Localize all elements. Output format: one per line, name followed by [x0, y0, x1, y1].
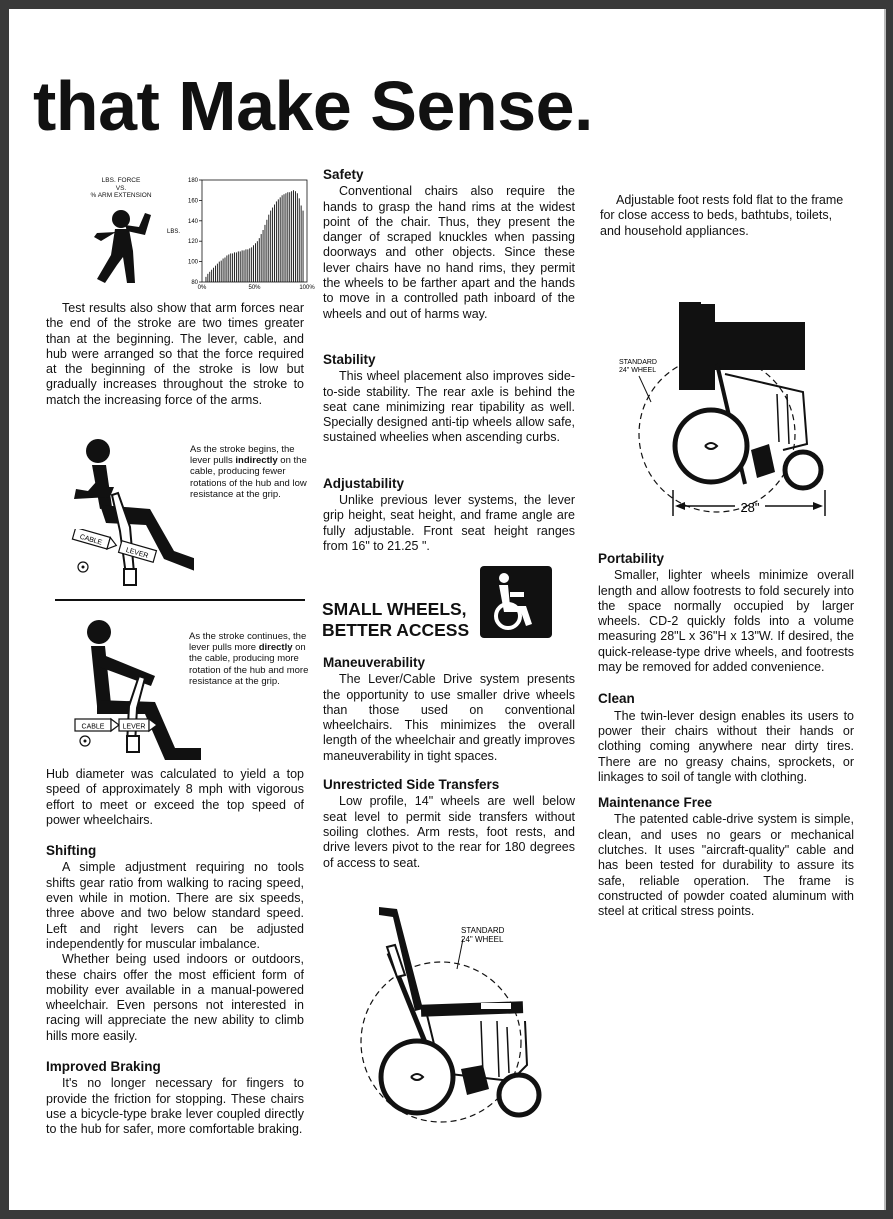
caption-emphasis: directly: [258, 642, 293, 654]
dimension-label: 28": [740, 500, 760, 515]
chart-title-line: % ARM EXTENSION: [90, 192, 152, 199]
head-icon: [87, 620, 111, 644]
shifting-heading: Shifting: [46, 843, 97, 859]
adjustability-heading: Adjustability: [323, 475, 405, 491]
y-tick-label: 160: [187, 198, 198, 205]
stability-heading: Stability: [323, 351, 376, 367]
cable-lever-label-2: [71, 711, 191, 761]
x-tick-label: 0%: [197, 285, 207, 291]
wheel-label: STANDARD: [461, 926, 505, 935]
wheelchair-access-icon: [480, 566, 552, 638]
lever-label: LEVER: [122, 723, 146, 731]
y-tick-label: 120: [187, 239, 198, 246]
test-results-paragraph: Test results also show that arm forces near the end of the stroke are two times greater than at the beginning. The lever, cable, and hub were arranged so that the force required at the beginning of the stroke is low but gradually increases throughout the stroke to match the increasing force of the arms.: [46, 301, 304, 407]
force-chart-figure: [71, 169, 315, 294]
y-tick-label: 80: [191, 280, 198, 286]
portability-paragraph: Smaller, lighter wheels minimize overall length and allow footrests to fold securely into the space normally occupied by larger wheels. CD-2 quickly folds into a volume measuring 28"L x 36"H x 13"W. If desired, the quick-release-type drive wheels, and footrests may be removed for added convenience.: [598, 568, 854, 675]
small-wheels-line: SMALL WHEELS,: [322, 599, 467, 619]
stroke-continue-caption: [189, 631, 309, 687]
footrests-paragraph: Adjustable foot rests fold flat to the frame for close access to beds, bathtubs, toilets, and household appliances.: [600, 193, 844, 238]
stability-paragraph: This wheel placement also improves side-to-side stability. The rear axle is behind the seat cane minimizing rear tipability as well. Specially designed anti-tip wheels allow safe, sustained wheelies when ascending curbs.: [323, 369, 575, 445]
maneuverability-heading: Maneuverability: [323, 655, 426, 670]
column-3-lower: [598, 551, 854, 926]
wheel-label: 24" WHEEL: [619, 367, 657, 374]
column-2: [323, 167, 575, 560]
caption-text: As the stroke begins, the lever pulls: [190, 444, 295, 467]
lever-label: LEVER: [124, 546, 149, 560]
chart-title-line: VS.: [115, 184, 127, 192]
column-1-lower: [46, 767, 304, 1144]
caption-text: As the stroke continues, the lever pulls more: [189, 631, 307, 654]
transfers-heading: Unrestricted Side Transfers: [323, 777, 500, 793]
cable-label: CABLE: [81, 723, 105, 731]
column-1: [46, 301, 304, 414]
section-divider: [55, 599, 305, 601]
clean-paragraph: The twin-lever design enables its users to power their chairs without their hands or clothing coming anywhere near dirty tires. There are no greasy chains, sprockets, or linkages to soil of tangle with clothing.: [598, 708, 854, 784]
small-wheels-heading: [322, 599, 469, 641]
hub-paragraph: Hub diameter was calculated to yield a top speed of approximately 8 mph with vigorous effort to meet or exceed the top speed of power wheelchairs.: [46, 767, 304, 827]
x-tick-label: 50%: [248, 285, 261, 291]
shifting-paragraph: A simple adjustment requiring no tools shifts gear ratio from walking to racing speed, even while in motion. There are six speeds, three above and two below standard speed. Left and right levers can be adjusted independently for muscular imbalance.: [46, 860, 304, 951]
safety-heading: Safety: [323, 167, 364, 182]
shifting-paragraph-2: Whether being used indoors or outdoors, these chairs offer the most efficient form of mobility ever available in a manual-powered wheelchair. Even persons not interested in racing will appreciate the new ability to climb hills more easily.: [46, 952, 304, 1043]
portability-heading: Portability: [598, 551, 665, 566]
column-2-lower: [323, 655, 575, 877]
column-3: [600, 193, 854, 245]
wheelchair-side-drawing: [331, 897, 561, 1127]
transfers-paragraph: Low profile, 14" wheels are well below seat level to permit side transfers without soiling clothes. Arm rests, foot rests, and drive levers pivot to the rear for 180 degrees of access to seat.: [323, 794, 575, 870]
wheelchair-folded-drawing: [607, 294, 847, 524]
caption-emphasis: indirectly: [235, 455, 278, 467]
clean-heading: Clean: [598, 691, 635, 707]
adjustability-paragraph: Unlike previous lever systems, the lever grip height, seat height, and frame angle are fully adjustable. Front seat height ranges from 16" to 21.25 ".: [323, 493, 575, 553]
maneuverability-paragraph: The Lever/Cable Drive system presents the opportunity to use smaller drive wheels than those used on conventional wheelchairs. This minimizes the overall length of the wheelchair and greatly improves maneuverability in tight spaces.: [323, 672, 575, 763]
stroke-begin-caption: [190, 444, 310, 500]
braking-heading: Improved Braking: [46, 1059, 161, 1075]
maintenance-heading: Maintenance Free: [598, 795, 713, 811]
head-icon: [86, 439, 110, 463]
force-chart: [71, 169, 315, 294]
cable-label: CABLE: [78, 533, 103, 547]
y-tick-label: 140: [187, 218, 198, 225]
maintenance-paragraph: The patented cable-drive system is simple, clean, and uses no gears or mechanical clutches. It uses "aircraft-quality" cable and has been tested for durability to assure its safe, reliable operation. The frame is constructed of powder coated aluminum with steel at critical stress points.: [598, 812, 854, 919]
caption-text: on the cable, producing fewer rotations of the hub and low resistance at the grip.: [190, 455, 307, 500]
y-tick-label: 100: [187, 259, 198, 266]
x-tick-label: 100%: [299, 285, 315, 291]
page-headline: that Make Sense.: [33, 67, 593, 145]
y-tick-label: 180: [187, 178, 198, 184]
wheel-label: STANDARD: [619, 359, 657, 366]
safety-paragraph: Conventional chairs also require the hands to grasp the hand rims at the widest point of the chair. Thus, they present the danger of scraped knuckles when passing doorways and other objects. Since these lever chairs have no hand rims, they permit the wheels to be farther apart and the hands to move in a controlled path inboard of the wheels and out of harms way.: [323, 184, 575, 321]
caption-text: on the cable, producing more rotation of the hub and more resistance at the grip.: [189, 642, 309, 687]
cable-lever-label-1: [67, 529, 187, 579]
y-axis-label: LBS.: [166, 229, 180, 235]
document-page: [9, 9, 886, 1210]
braking-paragraph: It's no longer necessary for fingers to provide the friction for stopping. These chairs use a bicycle-type brake lever coupled directly to the hub for safer, more comfortable braking.: [46, 1076, 304, 1137]
small-wheels-line: BETTER ACCESS: [322, 620, 470, 640]
wheel-label: 24" WHEEL: [461, 935, 504, 944]
chart-title-line: LBS. FORCE: [101, 177, 141, 184]
